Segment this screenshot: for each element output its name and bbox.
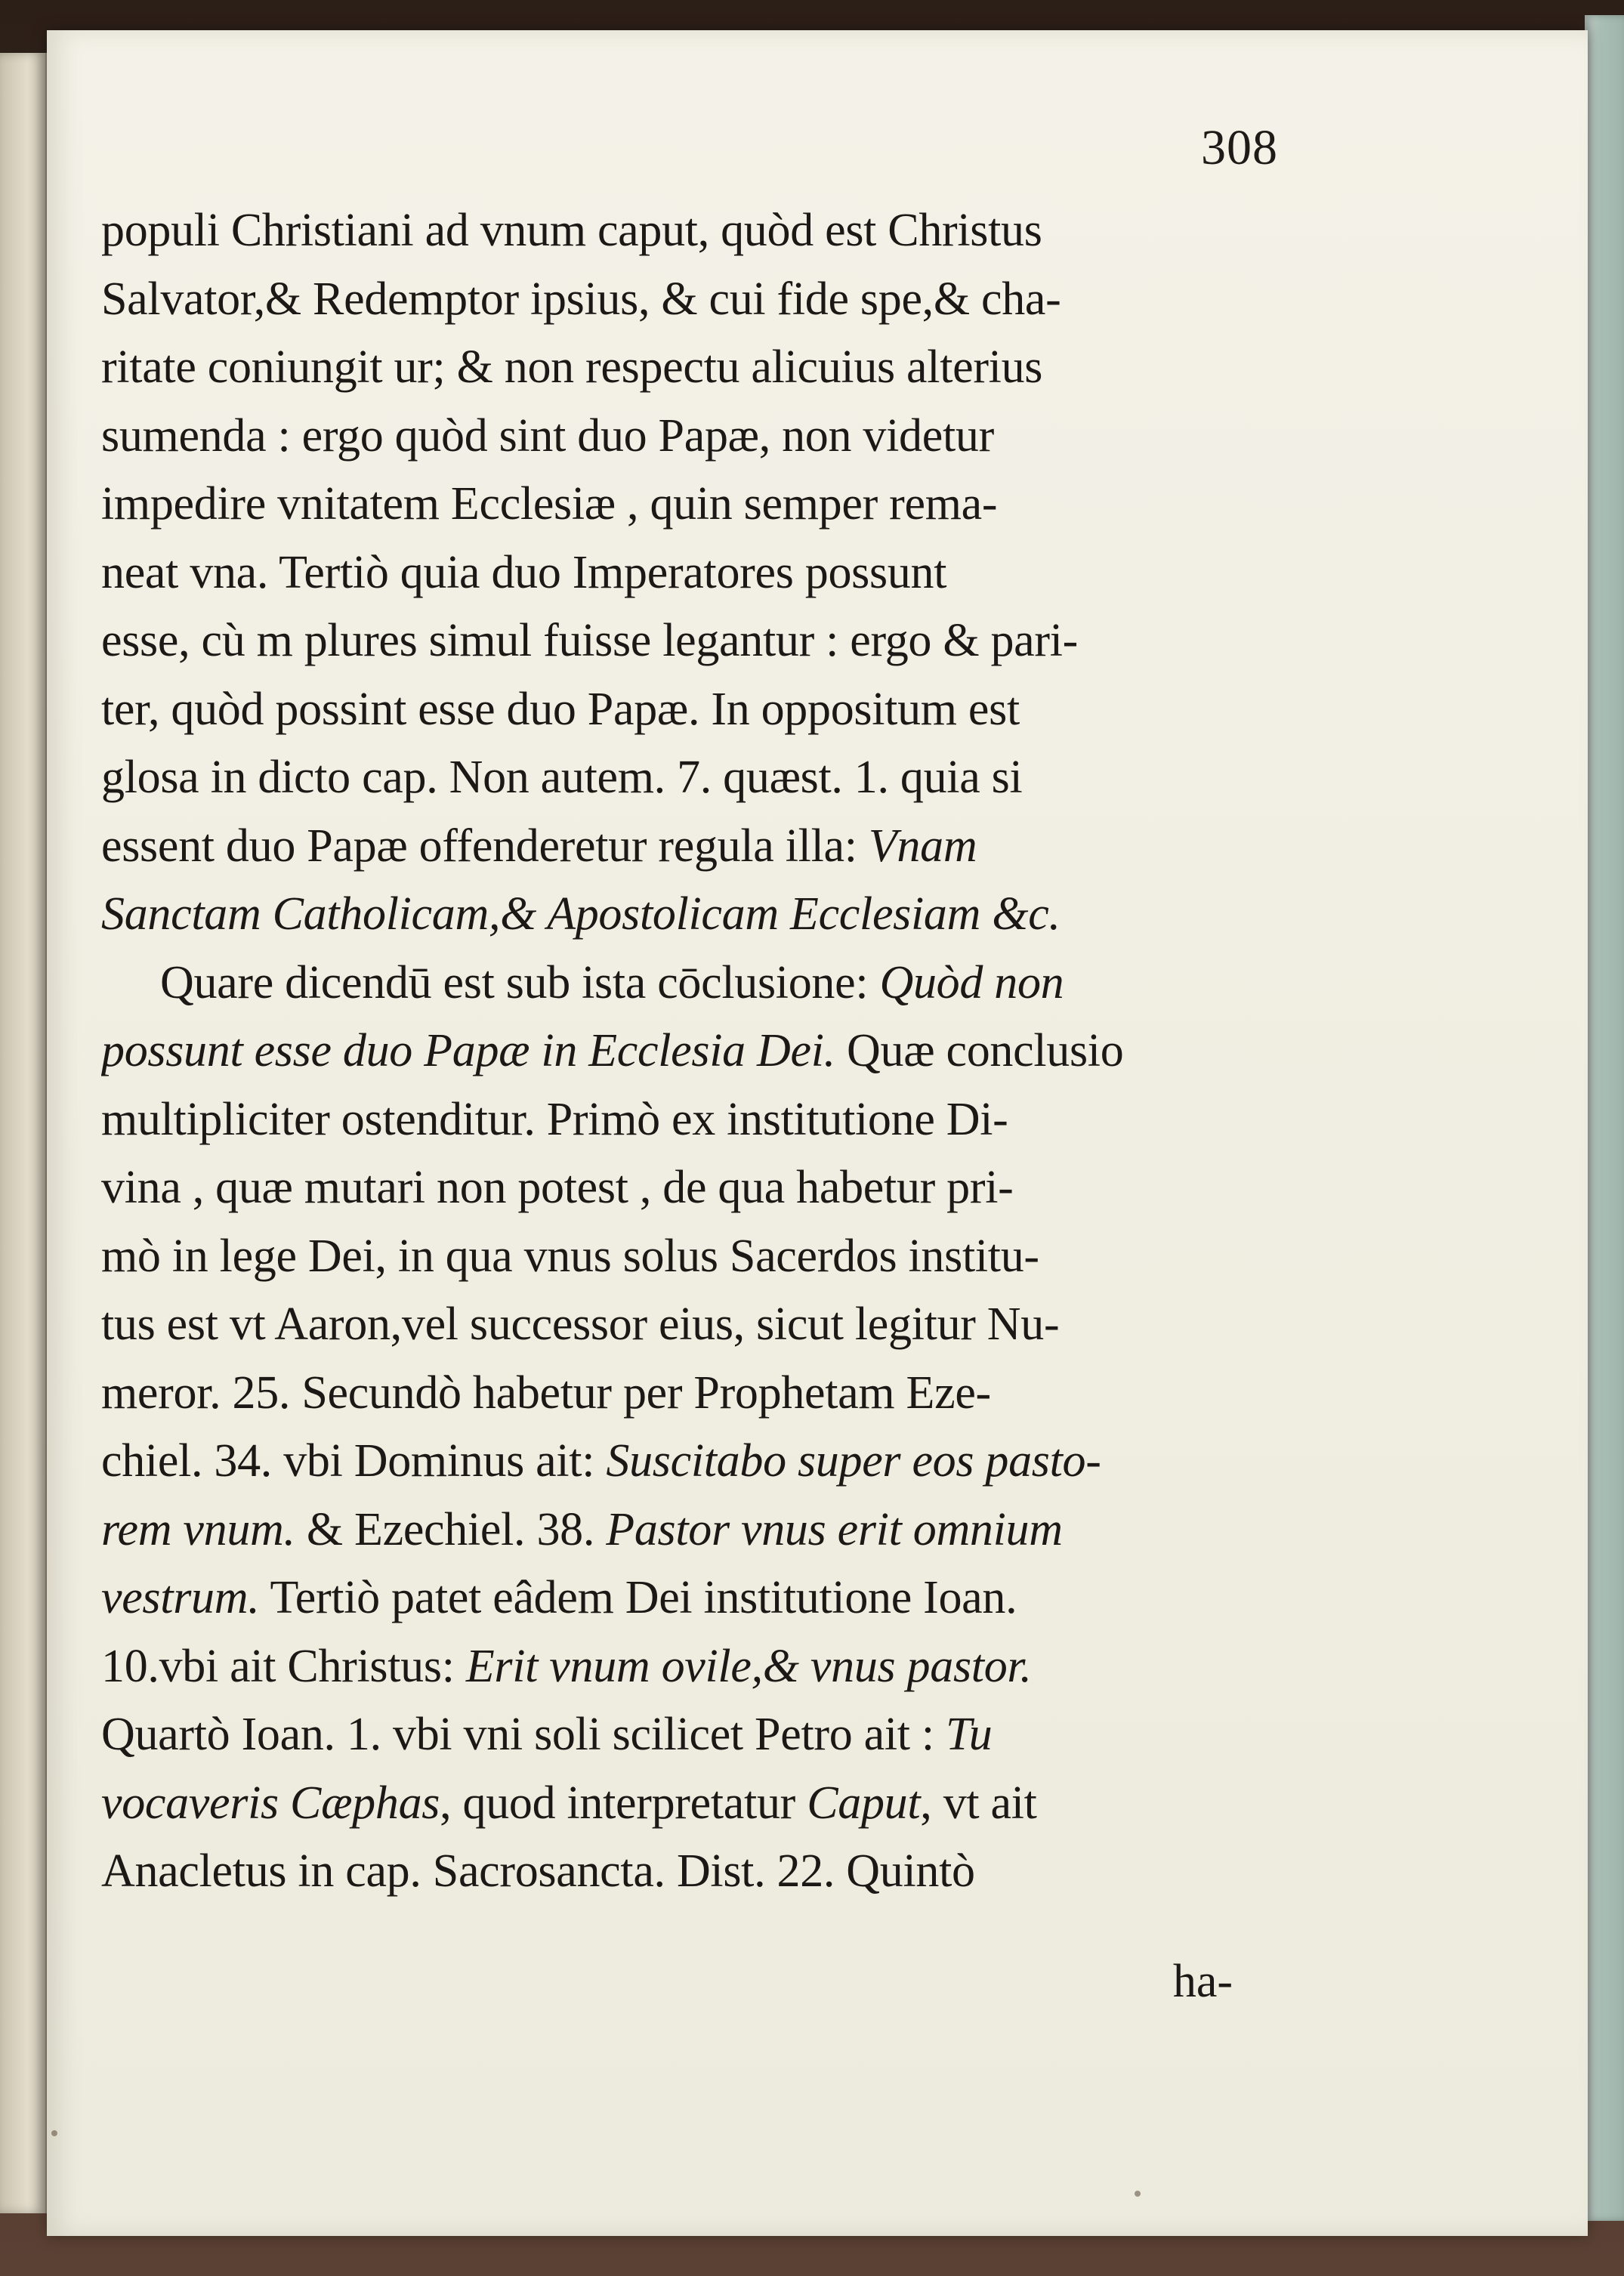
text-segment: , quod interpretatur bbox=[440, 1777, 807, 1829]
text-segment: Quæ conclusio bbox=[835, 1025, 1124, 1076]
text-line bbox=[101, 607, 1280, 675]
text-segment: impedire vnitatem Ecclesiæ , quin semper rema- bbox=[101, 478, 998, 530]
text-segment: tus est vt Aaron,vel successor eius, sicut legitur Nu- bbox=[101, 1299, 1060, 1350]
text-line bbox=[101, 1769, 1280, 1838]
italic-segment: Caput bbox=[807, 1777, 921, 1829]
text-segment: chiel. 34. vbi Dominus ait: bbox=[101, 1435, 607, 1487]
text-line bbox=[101, 539, 1280, 607]
text-line bbox=[101, 1222, 1280, 1291]
text-segment: Tertiò patet eâdem Dei institutione Ioan. bbox=[259, 1572, 1017, 1623]
page-number: 308 bbox=[1201, 120, 1278, 175]
text-segment: esse, cù m plures simul fuisse legantur : ergo & pari- bbox=[101, 615, 1078, 666]
text-segment: sumenda : ergo quòd sint duo Papæ, non videtur bbox=[101, 409, 994, 462]
text-segment: Salvator,& Redemptor ipsius, & cui fide spe,& cha- bbox=[101, 273, 1061, 325]
text-segment: meror. 25. Secundò habetur per Prophetam Eze- bbox=[101, 1367, 991, 1419]
text-line bbox=[101, 1290, 1280, 1359]
text-segment: Anacletus in cap. Sacrosancta. Dist. 22. Quintò bbox=[101, 1845, 975, 1897]
facing-page-edge bbox=[0, 53, 48, 2213]
text-line bbox=[101, 265, 1280, 334]
text-line bbox=[101, 1564, 1280, 1632]
text-segment: essent duo Papæ offenderetur regula illa: bbox=[101, 820, 869, 872]
text-segment: ritate coniungit ur; & non respectu alicuius alterius bbox=[101, 341, 1043, 393]
text-line bbox=[101, 1700, 1280, 1769]
text-segment: Quare dicendū est sub ista cōclusione: bbox=[160, 956, 880, 1008]
text-line bbox=[101, 196, 1280, 265]
italic-segment: rem vnum. bbox=[101, 1503, 295, 1555]
italic-segment: vestrum. bbox=[101, 1572, 260, 1623]
text-line bbox=[101, 1359, 1280, 1428]
text-segment: , vt ait bbox=[920, 1777, 1037, 1829]
text-segment: & Ezechiel. 38. bbox=[295, 1503, 607, 1555]
text-line bbox=[101, 1086, 1280, 1154]
italic-segment: Sanctam Catholicam,& Apostolicam Ecclesiam &c. bbox=[101, 888, 1061, 940]
text-line bbox=[101, 1153, 1280, 1222]
text-segment: Quartò Ioan. 1. vbi vni soli scilicet Petro ait : bbox=[101, 1709, 946, 1760]
italic-segment: Erit vnum ovile,& vnus pastor. bbox=[465, 1640, 1032, 1692]
text-segment: vina , quæ mutari non potest , de qua habetur pri- bbox=[101, 1162, 1014, 1213]
ink-speck bbox=[1135, 2191, 1141, 2197]
catchword: ha- bbox=[1172, 1956, 1233, 2007]
text-segment: multipliciter ostenditur. Primò ex institutione Di- bbox=[101, 1093, 1008, 1145]
text-line bbox=[101, 1427, 1280, 1496]
text-line bbox=[101, 1017, 1280, 1086]
italic-segment: Suscitabo super eos pasto- bbox=[606, 1435, 1101, 1487]
text-line bbox=[101, 880, 1280, 949]
text-line bbox=[101, 333, 1280, 402]
text-line bbox=[101, 402, 1280, 471]
italic-segment: Pastor vnus erit omnium bbox=[606, 1503, 1063, 1555]
body-text bbox=[101, 196, 1280, 1906]
italic-segment: vocaveris Cæphas bbox=[101, 1777, 440, 1829]
text-line bbox=[101, 812, 1280, 881]
text-segment: neat vna. Tertiò quia duo Imperatores possunt bbox=[101, 546, 947, 598]
italic-segment: Tu bbox=[946, 1709, 993, 1760]
text-line bbox=[101, 1837, 1280, 1906]
text-line bbox=[101, 1632, 1280, 1701]
italic-segment: possunt esse duo Papæ in Ecclesia Dei. bbox=[101, 1025, 835, 1076]
text-line bbox=[101, 743, 1280, 812]
text-segment: ter, quòd possint esse duo Papæ. In oppositum est bbox=[101, 683, 1020, 735]
text-segment: glosa in dicto cap. Non autem. 7. quæst. 1. quia si bbox=[101, 752, 1023, 803]
page-stack-edge bbox=[1585, 15, 1624, 2221]
text-segment: populi Christiani ad vnum caput, quòd est Christus bbox=[101, 205, 1042, 256]
text-line bbox=[101, 1496, 1280, 1564]
italic-segment: Quòd non bbox=[879, 956, 1064, 1008]
ink-speck bbox=[51, 2130, 57, 2136]
book-page bbox=[47, 30, 1588, 2236]
italic-segment: Vnam bbox=[868, 820, 977, 872]
text-line bbox=[101, 675, 1280, 744]
text-segment: 10.vbi ait Christus: bbox=[101, 1640, 466, 1692]
text-line bbox=[101, 470, 1280, 539]
text-segment: mò in lege Dei, in qua vnus solus Sacerdos institu- bbox=[101, 1230, 1039, 1282]
text-line bbox=[101, 949, 1280, 1018]
